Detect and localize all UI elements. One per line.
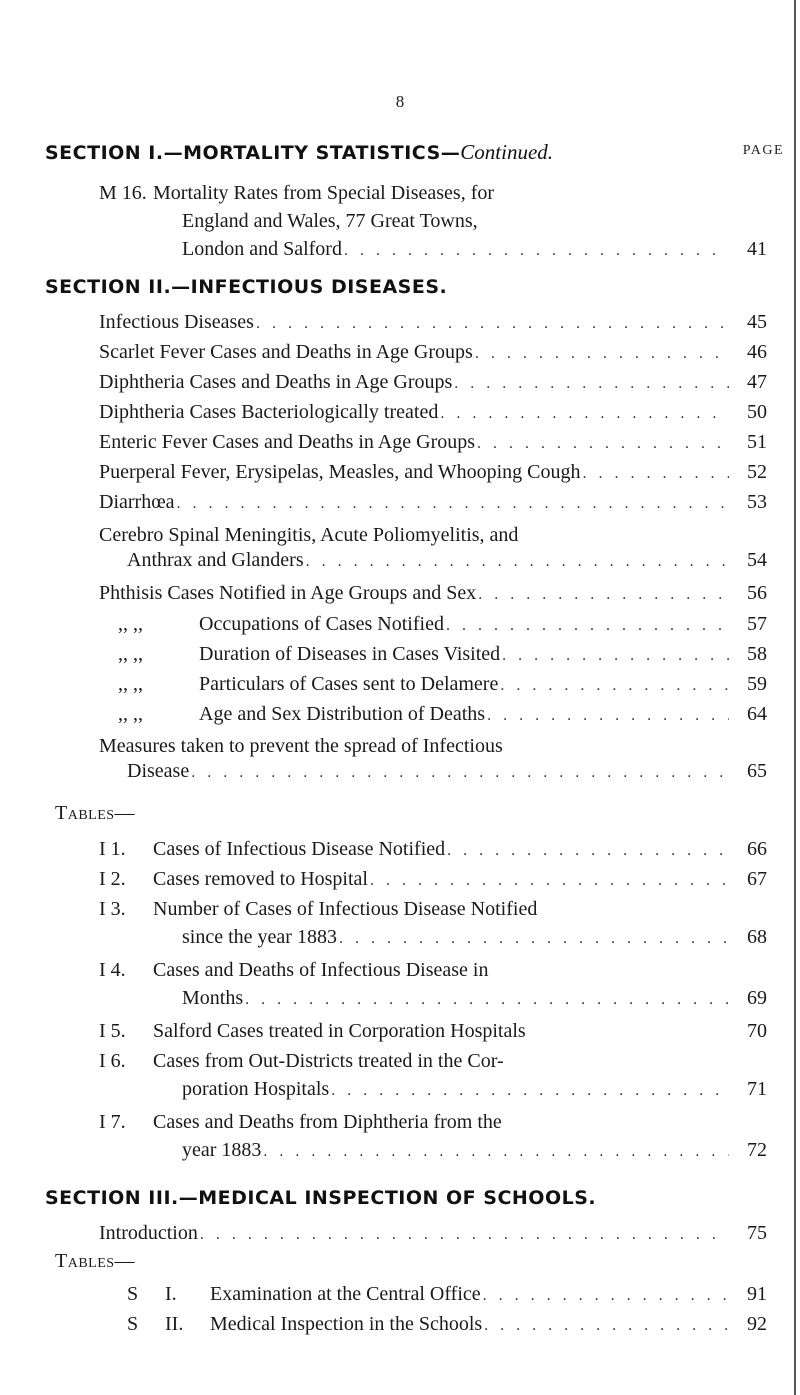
table-code: I 6.: [99, 1050, 126, 1072]
entry-text: Enteric Fever Cases and Deaths in Age Groups: [99, 431, 476, 453]
dot-leader: [475, 341, 729, 367]
section-3-heading: SECTION III.—MEDICAL INSPECTION OF SCHOOLS.: [45, 1187, 597, 1209]
toc-entry-table: [182, 985, 767, 1013]
page-ref: 56: [747, 582, 767, 604]
table-roman: I.: [165, 1283, 177, 1305]
dot-leader: [344, 238, 729, 264]
page-ref: 47: [747, 371, 767, 393]
dot-leader: [370, 868, 729, 894]
table-roman: II.: [165, 1313, 184, 1335]
table-code: I 5.: [99, 1020, 126, 1042]
toc-entry-m16: [182, 236, 767, 264]
toc-entry: [99, 399, 767, 427]
toc-entry-cerebro: [127, 547, 767, 575]
page-ref: 59: [747, 673, 767, 695]
table-code: I 7.: [99, 1111, 126, 1133]
entry-text: Disease: [127, 760, 190, 782]
page-ref: 57: [747, 613, 767, 635]
page-ref: 64: [747, 703, 767, 725]
toc-entry-introduction: [99, 1220, 767, 1248]
entry-text: Occupations of Cases Notified: [199, 613, 444, 635]
table-code: S: [127, 1283, 139, 1305]
dot-leader: [502, 643, 729, 669]
dot-leader: [478, 582, 729, 608]
entry-text: since the year 1883: [182, 926, 337, 948]
m16-line2: England and Wales, 77 Great Towns,: [182, 210, 478, 232]
page-number: 8: [395, 92, 405, 111]
entry-text: Diphtheria Cases and Deaths in Age Groups: [99, 371, 453, 393]
dot-leader: [500, 673, 729, 699]
page-ref: 67: [747, 868, 767, 890]
m16-code: M 16.: [99, 182, 147, 204]
section-2-heading: SECTION II.—INFECTIOUS DISEASES.: [45, 276, 448, 298]
toc-entry: [99, 339, 767, 367]
page-ref: 58: [747, 643, 767, 665]
entry-text: Diphtheria Cases Bacteriologically treated: [99, 401, 439, 423]
entry-text: Anthrax and Glanders: [127, 549, 304, 571]
page-ref: 66: [747, 838, 767, 860]
entry-text: Duration of Diseases in Cases Visited: [199, 643, 501, 665]
entry-text: London and Salford: [182, 238, 342, 260]
page-ref: 91: [747, 1283, 767, 1305]
entry-text: Cases removed to Hospital: [153, 868, 368, 890]
table-code: S: [127, 1313, 139, 1335]
toc-entry-table: [182, 924, 767, 952]
measures-line1: Measures taken to prevent the spread of Infectious: [99, 735, 503, 757]
toc-entry: [99, 429, 767, 457]
table-code: I 2.: [99, 868, 126, 890]
entry-text: Cases of Infectious Disease Notified: [153, 838, 446, 860]
page-ref: 65: [747, 760, 767, 782]
tables-heading: Tables—: [55, 802, 136, 824]
page-ref: 52: [747, 461, 767, 483]
toc-entry: [99, 369, 767, 397]
page-ref: 53: [747, 491, 767, 513]
page-ref: 45: [747, 311, 767, 333]
entry-text: poration Hospitals: [182, 1078, 330, 1100]
table-line1: Number of Cases of Infectious Disease Notified: [153, 898, 538, 920]
dot-leader: [447, 838, 729, 864]
dot-leader: [245, 987, 729, 1013]
ditto-mark: ,, ,,: [118, 643, 143, 665]
dot-leader: [331, 1078, 729, 1104]
entry-text: Phthisis Cases Notified in Age Groups and Sex: [99, 582, 477, 604]
dot-leader: [191, 760, 729, 786]
entry-text: Months: [182, 987, 244, 1009]
table-code: I 4.: [99, 959, 126, 981]
entry-text: year 1883: [182, 1139, 262, 1161]
ditto-mark: ,, ,,: [118, 703, 143, 725]
dot-leader: [487, 703, 729, 729]
dot-leader: [484, 1313, 729, 1339]
m16-line1: Mortality Rates from Special Diseases, for: [153, 182, 495, 204]
tables-heading: Tables—: [55, 1250, 136, 1272]
table-line1: Cases and Deaths from Diphtheria from the: [153, 1111, 502, 1133]
entry-text: Infectious Diseases: [99, 311, 254, 333]
toc-entry-phthisis: [99, 580, 767, 608]
toc-entry-phthisis-sub: [199, 611, 767, 639]
toc-entry-table: [210, 1311, 767, 1339]
dot-leader: [263, 1139, 729, 1165]
page-ref: 71: [747, 1078, 767, 1100]
page-ref: 51: [747, 431, 767, 453]
page-ref: 70: [747, 1020, 767, 1042]
entry-text: Medical Inspection in the Schools: [210, 1313, 483, 1335]
continued-label: Continued.: [460, 140, 554, 164]
cerebro-line1: Cerebro Spinal Meningitis, Acute Poliomyelitis, and: [99, 524, 519, 546]
table-code: I 3.: [99, 898, 126, 920]
entry-text: Particulars of Cases sent to Delamere: [199, 673, 499, 695]
dot-leader: [483, 1283, 729, 1309]
entry-text: Age and Sex Distribution of Deaths: [199, 703, 486, 725]
ditto-mark: ,, ,,: [118, 613, 143, 635]
page-ref: 92: [747, 1313, 767, 1335]
toc-entry: [99, 459, 767, 487]
section-1-heading: [45, 140, 553, 165]
section-1-title: SECTION I.—MORTALITY STATISTICS—: [45, 142, 461, 164]
dot-leader: [256, 311, 729, 337]
toc-entry-table: [153, 866, 767, 894]
entry-text: Examination at the Central Office: [210, 1283, 481, 1305]
dot-leader: [477, 431, 729, 457]
entry-text: Puerperal Fever, Erysipelas, Measles, and Whooping Cough: [99, 461, 581, 483]
toc-entry-table: [210, 1281, 767, 1309]
table-line1: Cases from Out-Districts treated in the Cor-: [153, 1050, 504, 1072]
dot-leader: [339, 926, 729, 952]
page-ref: 72: [747, 1139, 767, 1161]
toc-entry: [99, 309, 767, 337]
toc-entry-table: [153, 836, 767, 864]
entry-text: Introduction: [99, 1222, 198, 1244]
page-edge: [794, 0, 796, 1395]
toc-entry-table: [153, 1018, 767, 1044]
toc-entry-measures: [127, 758, 767, 786]
table-line1: Cases and Deaths of Infectious Disease in: [153, 959, 489, 981]
entry-text: Diarrhœa: [99, 491, 175, 513]
dot-leader: [177, 491, 729, 517]
toc-entry: [99, 489, 767, 517]
toc-entry-phthisis-sub: [199, 701, 767, 729]
entry-text: Scarlet Fever Cases and Deaths in Age Groups: [99, 341, 473, 363]
page-ref: 50: [747, 401, 767, 423]
toc-entry-table: [182, 1076, 767, 1104]
entry-text: Salford Cases treated in Corporation Hospitals: [153, 1020, 526, 1042]
page-ref: 46: [747, 341, 767, 363]
page-ref: 54: [747, 549, 767, 571]
page-ref: 41: [747, 238, 767, 260]
toc-entry-phthisis-sub: [199, 671, 767, 699]
page-column-label: PAGE: [742, 143, 784, 158]
dot-leader: [446, 613, 729, 639]
dot-leader: [200, 1222, 729, 1248]
dot-leader: [583, 461, 729, 487]
dot-leader: [454, 371, 729, 397]
dot-leader: [440, 401, 729, 427]
ditto-mark: ,, ,,: [118, 673, 143, 695]
page-ref: 75: [747, 1222, 767, 1244]
table-code: I 1.: [99, 838, 126, 860]
dot-leader: [306, 549, 729, 575]
toc-entry-phthisis-sub: [199, 641, 767, 669]
page-ref: 68: [747, 926, 767, 948]
page-ref: 69: [747, 987, 767, 1009]
toc-entry-table: [182, 1137, 767, 1165]
